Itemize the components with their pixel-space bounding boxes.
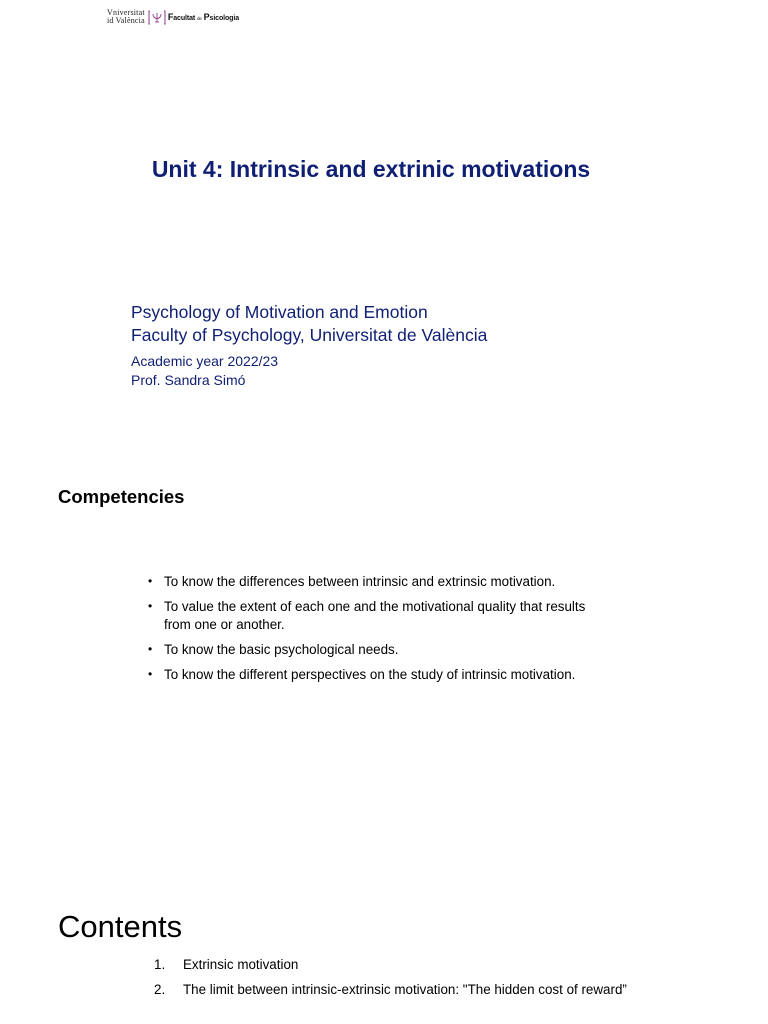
competency-text: To know the basic psychological needs. xyxy=(164,641,399,657)
competency-item xyxy=(148,666,648,684)
faculty-de: de xyxy=(196,16,202,21)
university-wordmark xyxy=(107,9,145,25)
faculty-seal-icon xyxy=(148,10,166,25)
faculty-wordmark xyxy=(168,12,239,22)
bullet-icon: • xyxy=(148,599,153,613)
contents-item-text: The limit between intrinsic-extrinsic motivation: "The hidden cost of reward” xyxy=(183,982,627,997)
faculty-psychology-word: sicologia xyxy=(209,15,239,22)
contents-item-number: 2. xyxy=(154,982,166,997)
bullet-icon: • xyxy=(148,641,153,656)
faculty-word: acultat xyxy=(173,15,196,22)
competency-text: To know the differences between intrinsic and extrinsic motivation. xyxy=(164,574,556,589)
course-name: Psychology of Motivation and Emotion xyxy=(131,302,428,322)
contents-item xyxy=(154,981,654,999)
competency-text: To know the different perspectives on the study of intrinsic motivation. xyxy=(164,666,576,682)
page-title: Unit 4: Intrinsic and extrinic motivations xyxy=(151,156,591,182)
course-faculty: Faculty of Psychology, Universitat de València xyxy=(131,325,488,345)
competencies-heading: Competencies xyxy=(58,486,185,507)
faculty-initial-p: P xyxy=(203,12,210,22)
contents-item-text: Extrinsic motivation xyxy=(183,957,299,972)
academic-year: Academic year 2022/23 xyxy=(131,353,279,369)
competencies-list xyxy=(148,573,648,691)
professor-name: Prof. Sandra Simó xyxy=(131,372,246,388)
competency-item xyxy=(148,573,648,591)
bullet-icon: • xyxy=(148,666,153,681)
contents-item-number: 1. xyxy=(154,957,166,972)
contents-heading: Contents xyxy=(58,909,183,944)
contents-list xyxy=(154,956,654,1006)
contents-item xyxy=(154,956,654,974)
faculty-initial-f: F xyxy=(167,12,174,22)
university-name-line2: id València xyxy=(107,16,145,25)
competency-item xyxy=(148,598,648,633)
bullet-icon: • xyxy=(148,574,153,588)
university-logo xyxy=(107,7,239,27)
competency-item xyxy=(148,641,648,659)
competency-text: To value the extent of each one and the motivational quality that results from one or another. xyxy=(164,599,586,632)
university-name-line1: Vniversitat xyxy=(107,8,145,17)
